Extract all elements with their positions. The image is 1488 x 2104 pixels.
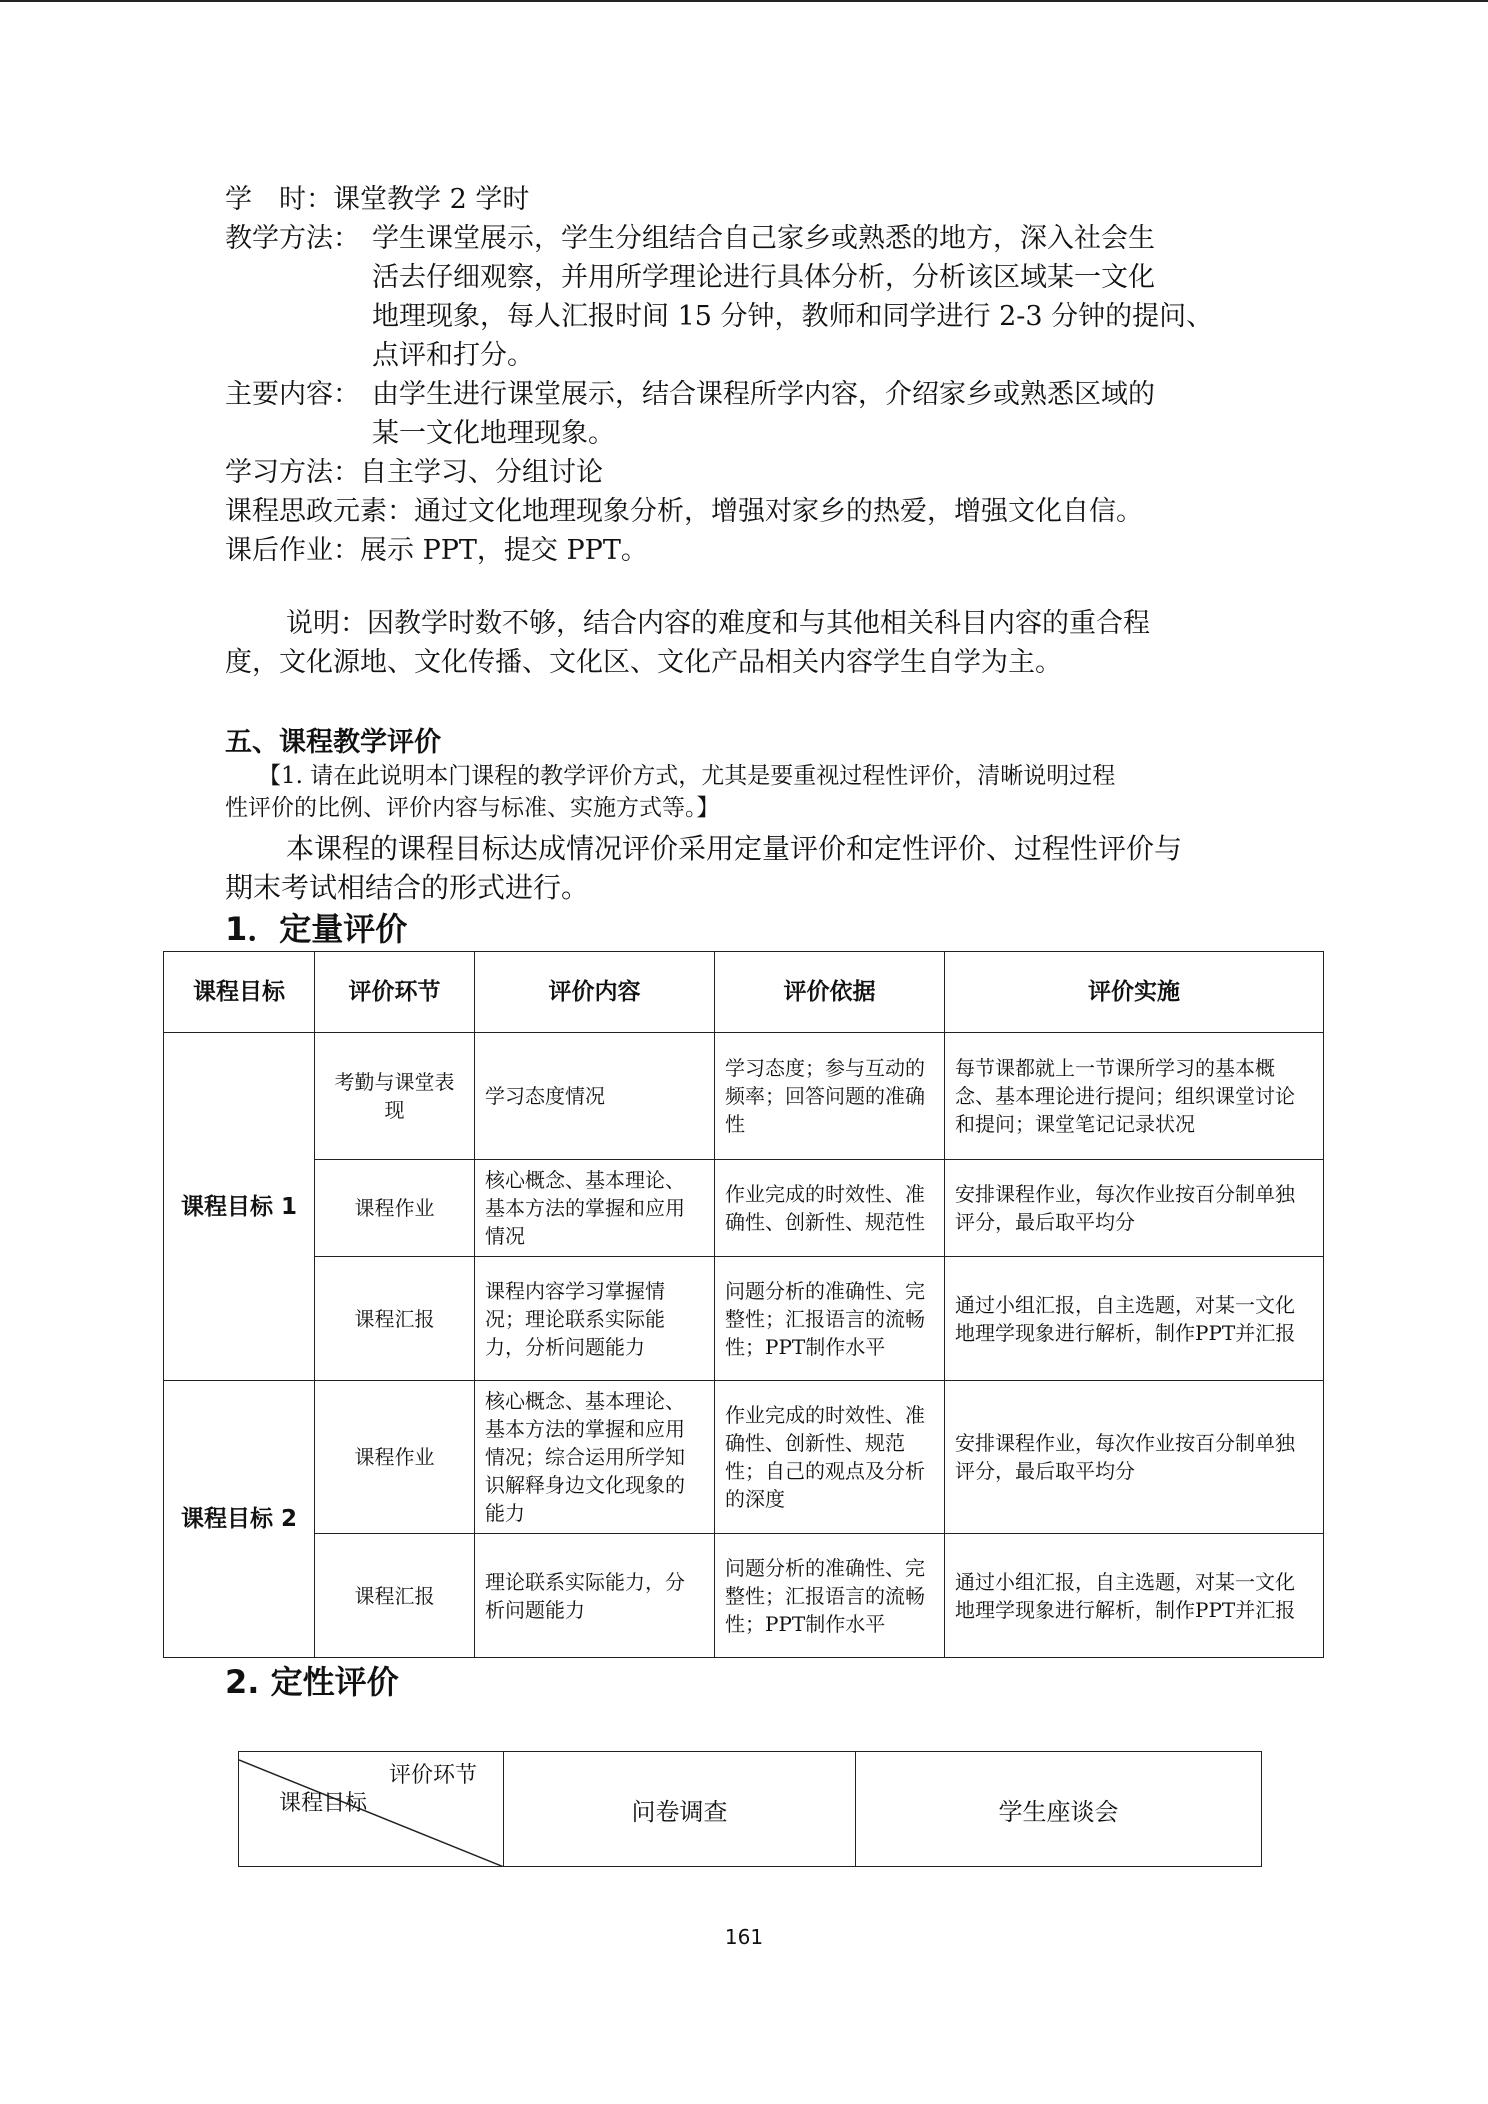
goal-2-cell: 课程目标 2	[164, 1381, 315, 1658]
basis-cell: 作业完成的时效性、准确性、创新性、规范性；自己的观点及分析的深度	[715, 1381, 945, 1534]
table-row	[164, 1381, 1324, 1534]
diag-top-label: 评价环节	[388, 1763, 477, 1788]
method-label: 教学方法：	[225, 223, 360, 254]
method-text	[372, 219, 1272, 375]
impl-cell: 每节课都就上一节课所学习的基本概念、基本理论进行提问；组织课堂讨论和提问；课堂笔记记录状况	[945, 1033, 1324, 1160]
basis-cell: 问题分析的准确性、完整性；汇报语言的流畅性；PPT制作水平	[715, 1257, 945, 1381]
section-heading: 五、课程教学评价	[225, 727, 441, 758]
homework-value: 展示 PPT，提交 PPT。	[360, 535, 648, 566]
bracket-note-line-1: 【1. 请在此说明本门课程的教学评价方式，尤其是要重视过程性评价，清晰说明过程	[258, 763, 1116, 789]
content-line: 某一文化地理现象。	[372, 418, 615, 449]
bracket-note-line-2: 性评价的比例、评价内容与标准、实施方式等。】	[225, 795, 720, 821]
top-border-line	[0, 0, 1488, 2]
header-goal: 课程目标	[164, 952, 315, 1033]
content-cell: 核心概念、基本理论、基本方法的掌握和应用情况	[475, 1160, 715, 1257]
content-text	[372, 375, 1272, 453]
header-basis: 评价依据	[715, 952, 945, 1033]
intro-line-2: 期末考试相结合的形式进行。	[225, 871, 590, 904]
table-header-row	[164, 952, 1324, 1033]
qual-heading: 2. 定性评价	[225, 1663, 399, 1701]
forum-cell: 学生座谈会	[856, 1752, 1262, 1867]
content-cell: 学习态度情况	[475, 1033, 715, 1160]
hours-label: 学 时：	[225, 184, 333, 215]
diagonal-header-cell	[239, 1752, 504, 1867]
page-number: 161	[724, 1925, 764, 1949]
content-line: 由学生进行课堂展示，结合课程所学内容，介绍家乡或熟悉区域的	[372, 379, 1155, 410]
link-cell: 课程汇报	[315, 1257, 475, 1381]
table-row	[239, 1752, 1262, 1867]
quant-heading: 1．定量评价	[225, 910, 408, 948]
method-line: 活去仔细观察，并用所学理论进行具体分析，分析该区域某一文化	[372, 262, 1155, 293]
link-cell: 考勤与课堂表现	[315, 1033, 475, 1160]
header-content: 评价内容	[475, 952, 715, 1033]
note-line-1: 说明：因教学时数不够，结合内容的难度和与其他相关科目内容的重合程	[286, 608, 1150, 639]
content-cell: 课程内容学习掌握情况；理论联系实际能力，分析问题能力	[475, 1257, 715, 1381]
learning-label: 学习方法：	[225, 457, 360, 488]
method-line: 学生课堂展示，学生分组结合自己家乡或熟悉的地方，深入社会生	[372, 223, 1155, 254]
basis-cell: 问题分析的准确性、完整性；汇报语言的流畅性；PPT制作水平	[715, 1534, 945, 1658]
qual-table	[238, 1751, 1262, 1867]
intro-line-1: 本课程的课程目标达成情况评价采用定量评价和定性评价、过程性评价与	[286, 832, 1183, 865]
link-cell: 课程作业	[315, 1160, 475, 1257]
hours-value: 课堂教学 2 学时	[333, 184, 530, 215]
link-cell: 课程汇报	[315, 1534, 475, 1658]
homework-line	[225, 531, 648, 570]
table-row	[164, 1160, 1324, 1257]
header-impl: 评价实施	[945, 952, 1324, 1033]
table-row	[164, 1257, 1324, 1381]
header-link: 评价环节	[315, 952, 475, 1033]
content-label: 主要内容：	[225, 379, 360, 410]
method-line: 地理现象，每人汇报时间 15 分钟，教师和同学进行 2-3 分钟的提问、	[372, 301, 1214, 332]
basis-cell: 学习态度；参与互动的频率；回答问题的准确性	[715, 1033, 945, 1160]
learning-value: 自主学习、分组讨论	[360, 457, 603, 488]
impl-cell: 安排课程作业，每次作业按百分制单独评分，最后取平均分	[945, 1381, 1324, 1534]
note-line-2: 度，文化源地、文化传播、文化区、文化产品相关内容学生自学为主。	[225, 647, 1062, 678]
diag-bottom-label: 课程目标	[279, 1791, 368, 1816]
homework-label: 课后作业：	[225, 535, 360, 566]
table-row	[164, 1534, 1324, 1658]
impl-cell: 安排课程作业，每次作业按百分制单独评分，最后取平均分	[945, 1160, 1324, 1257]
basis-cell: 作业完成的时效性、准确性、创新性、规范性	[715, 1160, 945, 1257]
goal-1-cell: 课程目标 1	[164, 1033, 315, 1381]
hours-line	[225, 180, 529, 219]
questionnaire-cell: 问卷调查	[504, 1752, 856, 1867]
content-cell: 理论联系实际能力，分析问题能力	[475, 1534, 715, 1658]
quant-table	[163, 951, 1324, 1658]
impl-cell: 通过小组汇报，自主选题，对某一文化地理学现象进行解析，制作PPT并汇报	[945, 1257, 1324, 1381]
link-cell: 课程作业	[315, 1381, 475, 1534]
content-cell: 核心概念、基本理论、基本方法的掌握和应用情况；综合运用所学知识解释身边文化现象的能力	[475, 1381, 715, 1534]
table-row	[164, 1033, 1324, 1160]
ideology-label: 课程思政元素：	[225, 496, 414, 527]
ideology-line	[225, 492, 1143, 531]
impl-cell: 通过小组汇报，自主选题，对某一文化地理学现象进行解析，制作PPT并汇报	[945, 1534, 1324, 1658]
learning-line	[225, 453, 603, 492]
method-line: 点评和打分。	[372, 340, 534, 371]
ideology-value: 通过文化地理现象分析，增强对家乡的热爱，增强文化自信。	[414, 496, 1143, 527]
